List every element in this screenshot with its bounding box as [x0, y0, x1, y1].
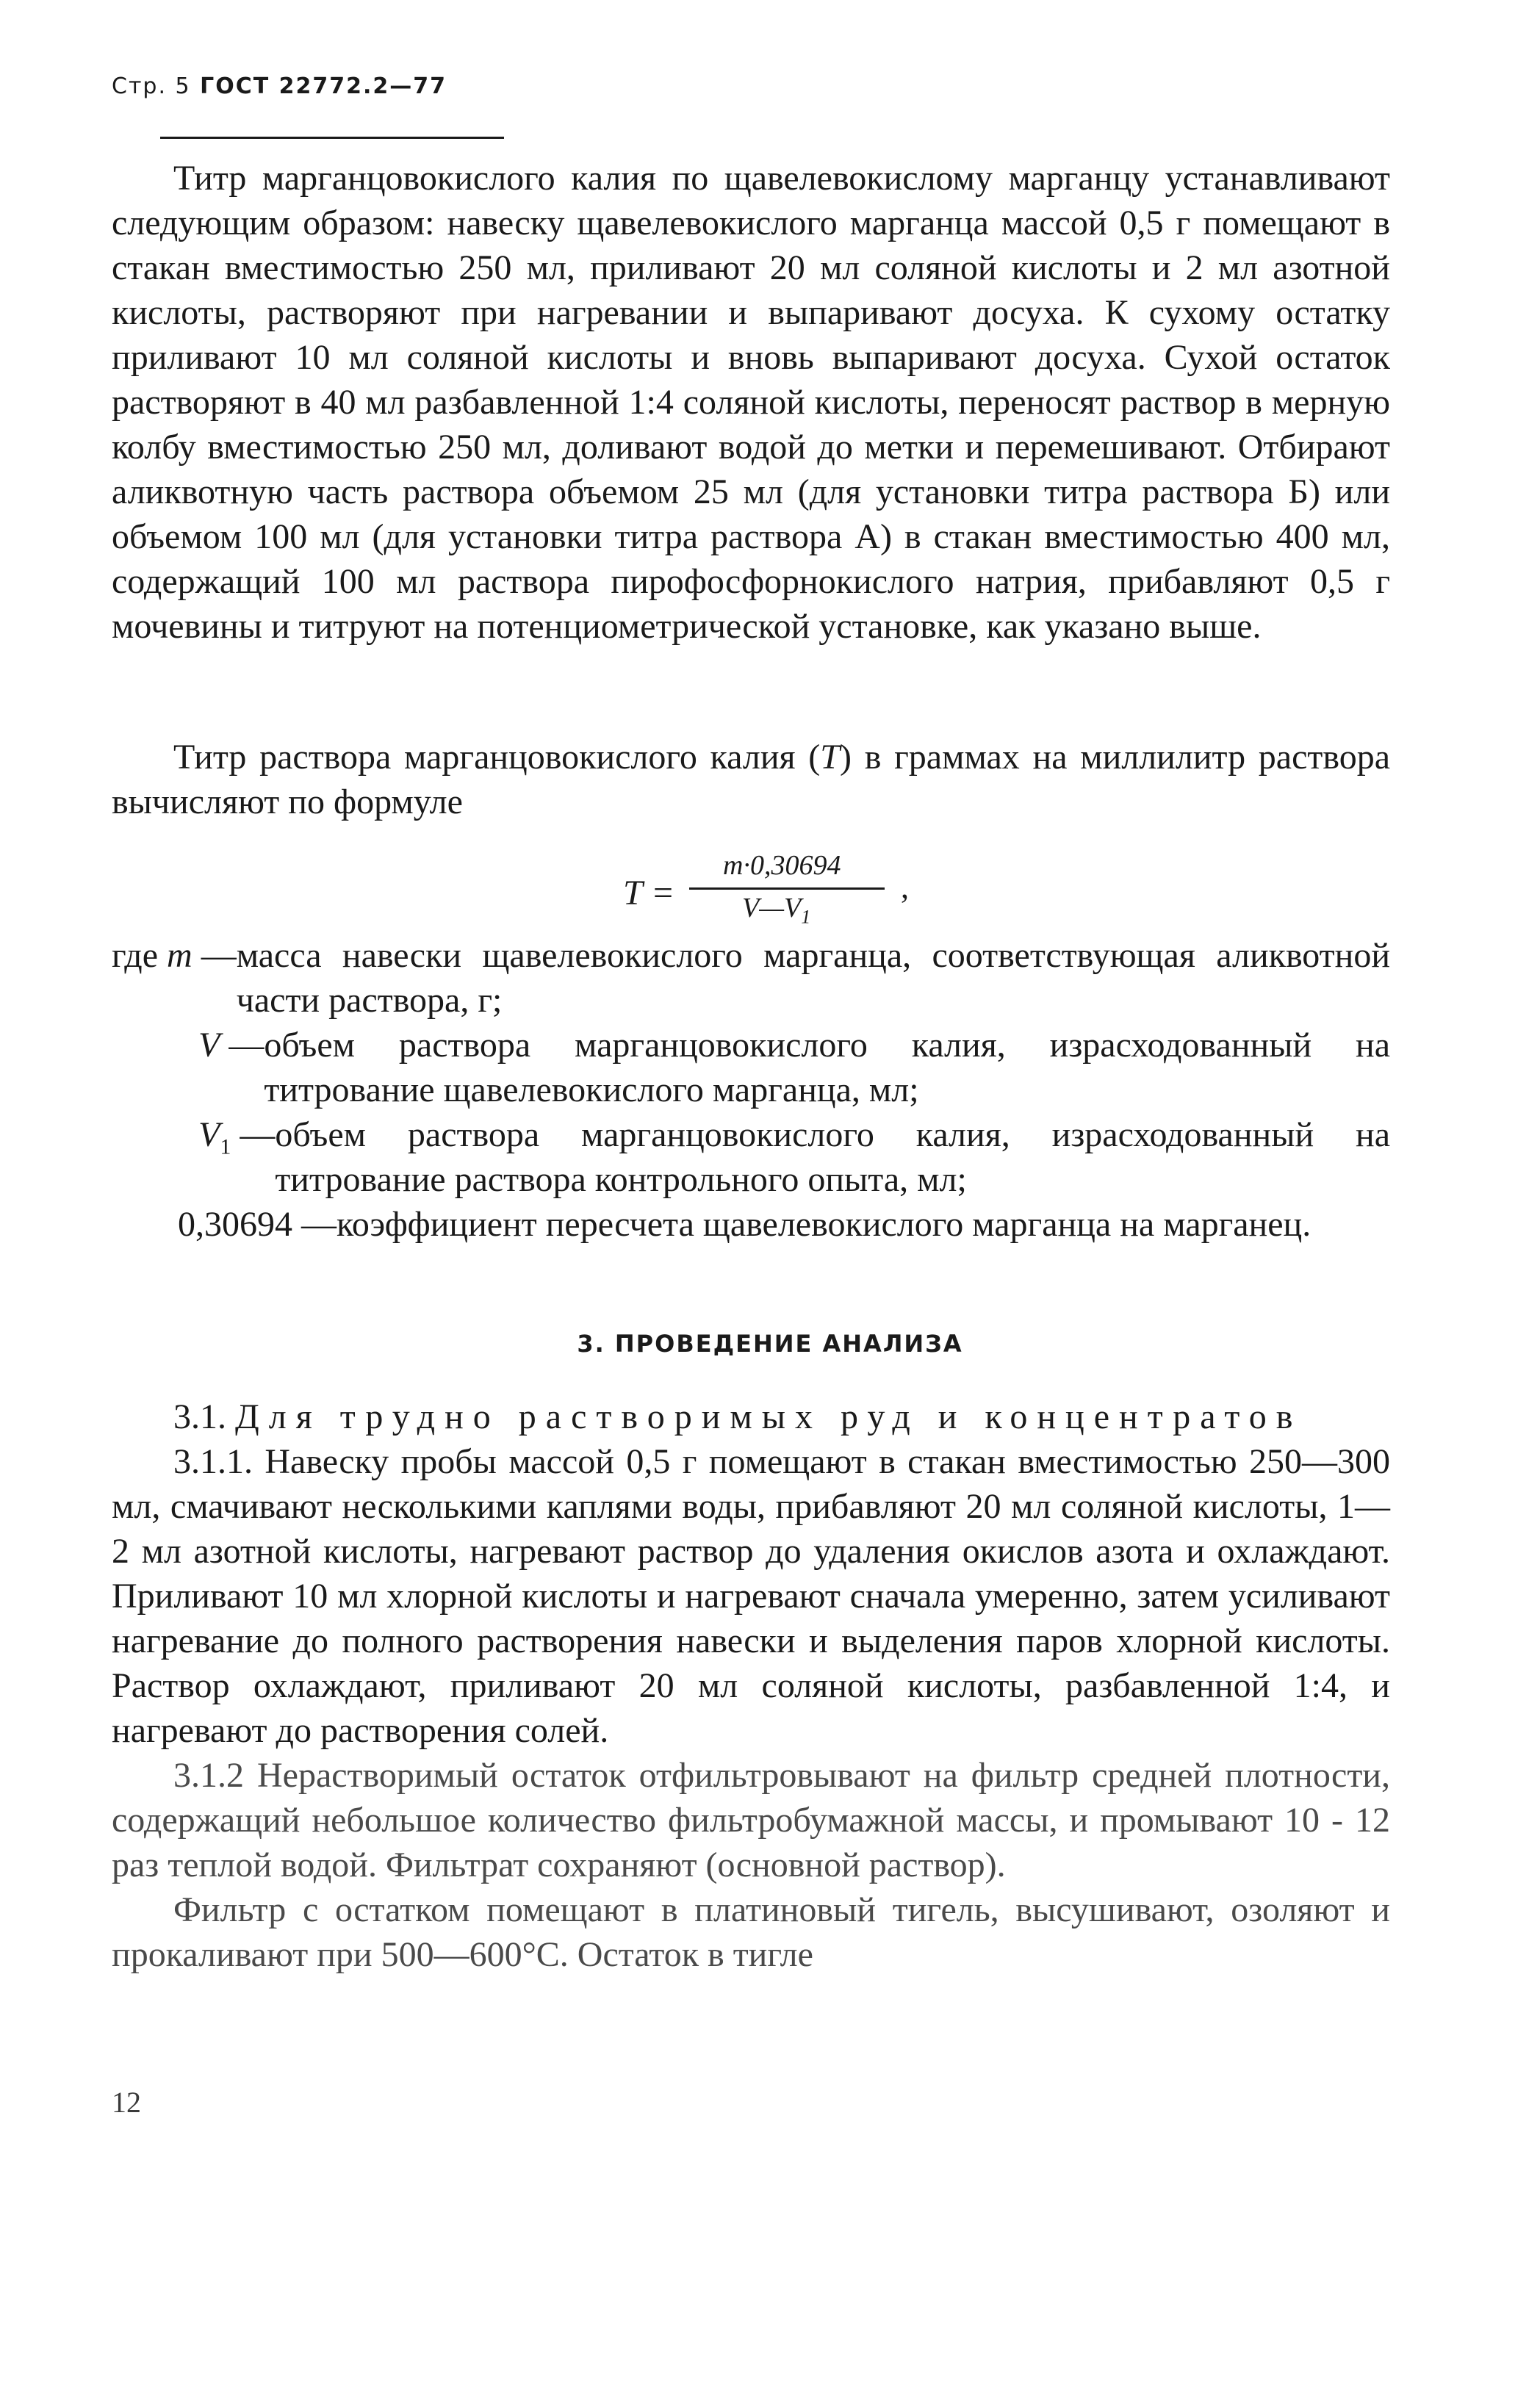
intro-paragraph: Титр марганцовокислого калия по щавелевокислому марганцу устанавливают следующим образом: навеску щавелевокислого марганца массой 0,5 г помещают в стакан вместимостью 250 мл, приливают 20 мл соляной кислоты и 2 мл азотной кислоты, растворяют при нагревании и выпаривают досуха. К сухому остатку приливают 10 мл соляной кислоты и вновь выпаривают досуха. Сухой остаток растворяют в 40 мл разбавленной 1:4 соляной кислоты, переносят раствор в мерную колбу вместимостью 250 мл, доливают водой до метки и перемешивают. Отбирают аликвотную часть раствора объемом 25 мл (для установки титра раствора Б) или объемом 100 мл (для установки титра раствора А) в стакан вместимостью 400 мл, содержащий 100 мл раствора пирофосфорнокислого натрия, прибавляют 0,5 г мочевины и титруют на потенциометрической установке, как указано выше. [112, 159, 1390, 646]
denominator-main: V—V [742, 893, 802, 923]
closing-paragraph: Фильтр с остатком помещают в платиновый тигель, высушивают, озоляют и прокаливают при 500—600°С. Остаток в тигле [112, 1890, 1390, 1974]
formula-denominator [742, 892, 810, 929]
definition-text: объем раствора марганцовокислого калия, израсходованный на титрование раствора контрольного опыта, мл; [275, 1115, 1390, 1199]
header-rule [160, 137, 504, 139]
definition-prefix: где [112, 936, 168, 975]
definition-text: масса навески щавелевокислого марганца, соответствующая аликвотной части раствора, г; [236, 936, 1390, 1020]
denominator-subscript: 1 [801, 906, 811, 928]
definition-head [178, 1202, 337, 1247]
page-header [112, 73, 447, 99]
clause-3-1-2: 3.1.2 Нерастворимый остаток отфильтровывают на фильтр средней плотности, содержащий небольшое количество фильтробумажной массы, и промывают 10 - 12 раз теплой водой. Фильтрат сохраняют (основной раствор). [112, 1756, 1390, 1884]
titr-text-after: ) в граммах на миллилитр раствора вычисляют по формуле [112, 738, 1391, 821]
definition-dash: — [220, 1026, 265, 1065]
titr-symbol: T [820, 738, 840, 777]
definition-row [112, 1112, 1390, 1202]
definition-head [198, 1023, 264, 1067]
definition-symbol: m [167, 936, 192, 975]
definition-head [198, 1112, 275, 1170]
clause-3-1-number: 3.1. [173, 1397, 226, 1436]
definition-row [112, 1023, 1390, 1112]
fraction-bar [689, 887, 885, 890]
titr-formula [613, 843, 936, 928]
formula-comma: , [901, 869, 909, 905]
variable-definitions [112, 933, 1390, 1247]
formula-numerator: m·0,30694 [723, 850, 841, 881]
definition-row [112, 933, 1390, 1023]
titr-paragraph [112, 735, 1390, 824]
definition-subscript: 1 [220, 1134, 231, 1159]
page-number: 12 [112, 2086, 141, 2119]
titr-block [112, 735, 1390, 824]
clause-3-1 [112, 1394, 1390, 1439]
intro-block [112, 156, 1390, 649]
clause-3-1-1: 3.1.1. Навеску пробы массой 0,5 г помещают в стакан вместимостью 250—300 мл, смачивают несколькими каплями воды, прибавляют 20 мл соляной кислоты, 1—2 мл азотной кислоты, нагревают раствор до удаления окислов азота и охлаждают. Приливают 10 мл хлорной кислоты и нагревают сначала умеренно, затем усиливают нагревание до полного растворения навески и выделения паров хлорной кислоты. Раствор охлаждают, приливают 20 мл соляной кислоты, разбавленной 1:4, и нагревают до растворения солей. [112, 1442, 1390, 1750]
definition-dash: — [292, 1205, 337, 1244]
definition-symbol: V [198, 1026, 220, 1065]
definition-dash: — [231, 1115, 276, 1154]
page-label: Стр. 5 [112, 73, 191, 99]
analysis-block [112, 1394, 1390, 1977]
definition-text: коэффициент пересчета щавелевокислого марганца на марганец. [337, 1205, 1311, 1244]
titr-text-before: Титр раствора марганцовокислого калия ( [173, 738, 821, 777]
definition-head [112, 933, 237, 978]
definition-dash: — [192, 936, 237, 975]
definition-row [112, 1202, 1390, 1247]
formula-lhs: T = [623, 874, 675, 912]
definition-coefficient: 0,30694 [178, 1205, 292, 1244]
standard-designation: ГОСТ 22772.2—77 [200, 73, 447, 99]
definition-text: объем раствора марганцовокислого калия, израсходованный на титрование щавелевокислого марганца, мл; [264, 1026, 1390, 1109]
section-heading: 3. ПРОВЕДЕНИЕ АНАЛИЗА [577, 1330, 963, 1358]
clause-3-1-title: Для трудно растворимых руд и концентратов [235, 1397, 1303, 1436]
definition-symbol: V [198, 1115, 220, 1154]
